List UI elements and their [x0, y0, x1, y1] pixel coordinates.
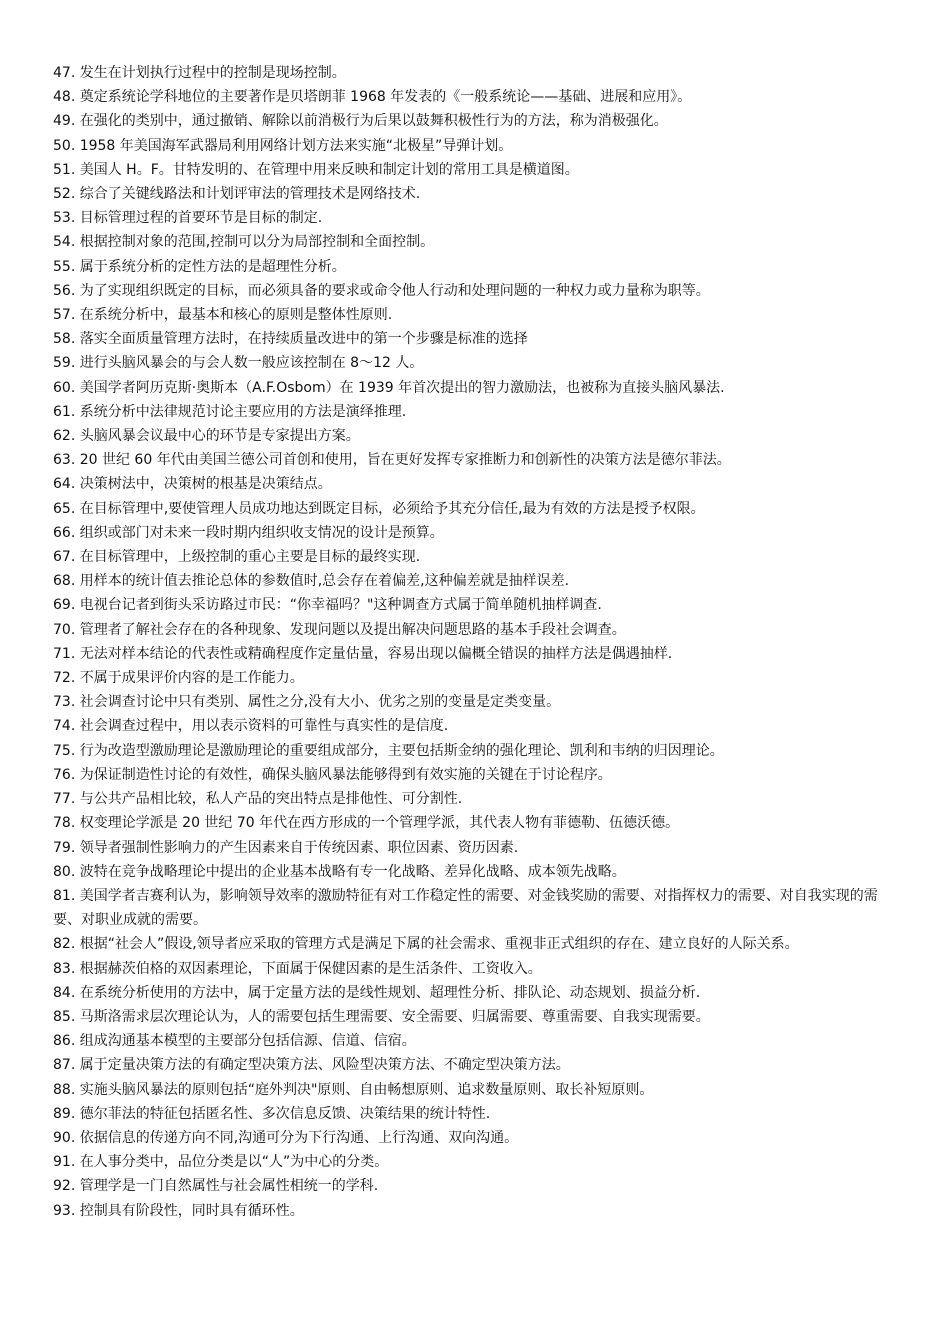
document-page	[53, 61, 900, 1223]
list-item: 66. 组织或部门对未来一段时期内组织收支情况的设计是预算。	[53, 524, 444, 541]
list-item: 49. 在强化的类别中，通过撤销、解除以前消极行为后果以鼓舞积极性行为的方法，称为消极强化。	[53, 113, 668, 130]
list-item: 55. 属于系统分析的定性方法的是超理性分析。	[53, 258, 346, 275]
list-item: 80. 波特在竞争战略理论中提出的企业基本战略有专一化战略、差异化战略、成本领先战略。	[53, 863, 626, 880]
list-item: 58. 落实全面质量管理方法时，在持续质量改进中的第一个步骤是标准的选择	[53, 331, 528, 348]
list-item: 47. 发生在计划执行过程中的控制是现场控制。	[53, 65, 346, 81]
list-item: 88. 实施头脑风暴法的原则包括“庭外判决"原则、自由畅想原则、追求数量原则、取长补短原则。	[53, 1081, 654, 1098]
list-item: 69. 电视台记者到街头采访路过市民：“你幸福吗？"这种调查方式属于简单随机抽样调查.	[53, 597, 602, 614]
list-item: 51. 美国人 H。F。甘特发明的、在管理中用来反映和制定计划的常用工具是横道图。	[53, 161, 579, 178]
list-item: 85. 马斯洛需求层次理论认为，人的需要包括生理需要、安全需要、归属需要、尊重需要、自我实现需要。	[53, 1008, 710, 1025]
list-item: 67. 在目标管理中，上级控制的重心主要是目标的最终实现.	[53, 549, 421, 566]
list-item: 87. 属于定量决策方法的有确定型决策方法、风险型决策方法、不确定型决策方法。	[53, 1057, 570, 1074]
list-item: 86. 组成沟通基本模型的主要部分包括信源、信道、信宿。	[53, 1033, 416, 1050]
list-item: 54. 根据控制对象的范围,控制可以分为局部控制和全面控制。	[53, 234, 435, 251]
list-item: 78. 权变理论学派是 20 世纪 70 年代在西方形成的一个管理学派，其代表人物有菲德勒、伍德沃德。	[53, 815, 680, 832]
list-item: 76. 为保证制造性讨论的有效性，确保头脑风暴法能够得到有效实施的关键在于讨论程序。	[53, 766, 612, 783]
list-item: 84. 在系统分析使用的方法中，属于定量方法的是线性规划、超理性分析、排队论、动态规划、损益分析.	[53, 984, 701, 1001]
list-item: 75. 行为改造型激励理论是激励理论的重要组成部分，主要包括斯金纳的强化理论、凯利和韦纳的归因理论。	[53, 742, 724, 759]
list-item: 90. 依据信息的传递方向不同,沟通可分为下行沟通、上行沟通、双向沟通。	[53, 1129, 519, 1146]
list-item: 70. 管理者了解社会存在的各种现象、发现问题以及提出解决问题思路的基本手段社会调查。	[53, 621, 626, 638]
list-item: 92. 管理学是一门自然属性与社会属性相统一的学科.	[53, 1178, 379, 1195]
list-item: 63. 20 世纪 60 年代由美国兰德公司首创和使用，旨在更好发挥专家推断力和创新性的决策方法是德尔菲法。	[53, 452, 731, 469]
list-item: 73. 社会调查讨论中只有类别、属性之分,没有大小、优劣之别的变量是定类变量。	[53, 694, 561, 711]
list-item: 57. 在系统分析中，最基本和核心的原则是整体性原则.	[53, 307, 393, 324]
list-item: 83. 根据赫茨伯格的双因素理论，下面属于保健因素的是生活条件、工资收入。	[53, 960, 542, 977]
list-item: 77. 与公共产品相比较，私人产品的突出特点是排他性、可分割性.	[53, 791, 463, 808]
list-item: 81. 美国学者吉赛利认为，影响领导效率的激励特征有对工作稳定性的需要、对金钱奖励的需要、对指挥权力的需要、对自我实现的需要、对职业成就的需要。	[53, 887, 878, 929]
list-item: 64. 决策树法中，决策树的根基是决策结点。	[53, 476, 332, 493]
list-item: 53. 目标管理过程的首要环节是目标的制定.	[53, 210, 323, 227]
list-item: 71. 无法对样本结论的代表性或精确程度作定量估量，容易出现以偏概全错误的抽样方法是偶遇抽样.	[53, 645, 673, 662]
list-item: 68. 用样本的统计值去推论总体的参数值时,总会存在着偏差,这种偏差就是抽样误差.	[53, 573, 570, 590]
list-item: 50. 1958 年美国海军武器局利用网络计划方法来实施“北极星”导弹计划。	[53, 137, 513, 154]
list-item: 61. 系统分析中法律规范讨论主要应用的方法是演绎推理.	[53, 403, 407, 420]
list-item: 56. 为了实现组织既定的目标，而必须具备的要求或命令他人行动和处理问题的一种权力或力量称为职等。	[53, 282, 710, 299]
list-item: 60. 美国学者阿历克斯·奥斯本（A.F.Osbom）在 1939 年首次提出的智力激励法，也被称为直接头脑风暴法.	[53, 379, 725, 396]
list-item: 79. 领导者强制性影响力的产生因素来自于传统因素、职位因素、资历因素.	[53, 839, 519, 856]
list-item: 52. 综合了关键线路法和计划评审法的管理技术是网络技术.	[53, 186, 421, 203]
list-item: 74. 社会调查过程中，用以表示资料的可靠性与真实性的是信度.	[53, 718, 449, 735]
list-item: 65. 在目标管理中,要使管理人员成功地达到既定目标，必须给予其充分信任,最为有效的方法是授予权限。	[53, 500, 705, 517]
list-item: 89. 德尔菲法的特征包括匿名性、多次信息反馈、决策结果的统计特性.	[53, 1105, 491, 1122]
list-item: 59. 进行头脑风暴会的与会人数一般应该控制在 8～12 人。	[53, 355, 424, 372]
list-item: 82. 根据“社会人”假设,领导者应采取的管理方式是满足下属的社会需求、重视非正式组织的存在、建立良好的人际关系。	[53, 936, 799, 953]
list-item: 72. 不属于成果评价内容的是工作能力。	[53, 670, 304, 687]
list-item: 93. 控制具有阶段性，同时具有循环性。	[53, 1202, 304, 1219]
list-item: 91. 在人事分类中，品位分类是以“人”为中心的分类。	[53, 1154, 389, 1171]
list-item: 62. 头脑风暴会议最中心的环节是专家提出方案。	[53, 428, 360, 445]
list-item: 48. 奠定系统论学科地位的主要著作是贝塔朗菲 1968 年发表的《一般系统论——基础、进展和应用》。	[53, 89, 692, 106]
